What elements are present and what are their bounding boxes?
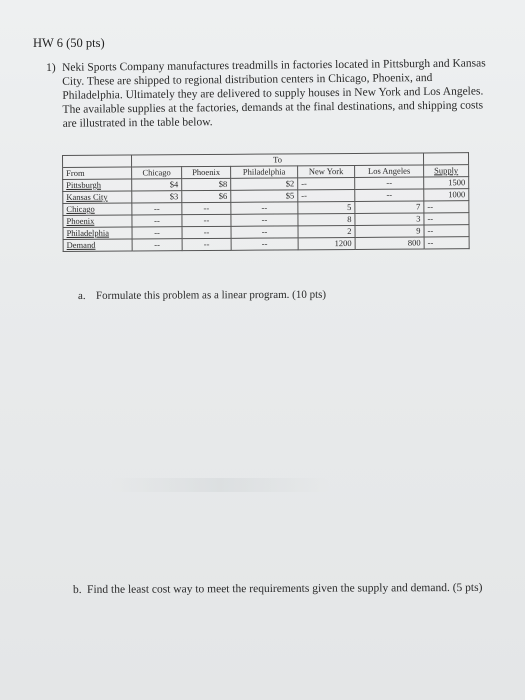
table-row-label: Pittsburgh [63, 179, 132, 191]
page-title: HW 6 (50 pts) [33, 36, 105, 50]
table-cell: $4 [132, 179, 182, 191]
question-b [73, 581, 503, 598]
table-cell: -- [231, 214, 298, 226]
shipping-cost-table [62, 152, 470, 252]
question-a [78, 289, 326, 302]
question-a-label: a. [78, 289, 86, 302]
table-cell: -- [355, 189, 424, 201]
table-cell: -- [424, 213, 469, 225]
question-b-text: Find the least cost way to meet the requirements given the supply and demand. (5 pts) [87, 581, 483, 596]
table-cell: -- [298, 177, 355, 189]
problem-number: 1) [46, 61, 56, 74]
table-row-label: Demand [63, 239, 132, 251]
problem-text: Neki Sports Company manufactures treadmills in factories located in Pittsburgh and Kansas City. These are shipped to regional distribution centers in Chicago, Phoenix, and Philadelphia. Ultimately they are delivered to supply houses in New York and Los Angeles. The available supplies at the factories, demands at the final destinations, and shipping costs are illustrated in the table below. [62, 57, 486, 130]
table-row [63, 237, 469, 252]
table-corner-cell [423, 153, 468, 165]
table-cell: -- [182, 226, 231, 238]
table-row-label: Philadelphia [63, 227, 132, 239]
faint-bleed-through-mark [110, 478, 330, 492]
table-header-cell: Philadelphia [231, 166, 298, 178]
table-header-cell: Los Angeles [355, 165, 424, 177]
table-cell: -- [231, 226, 298, 238]
table-cell: -- [182, 202, 231, 214]
table-cell: 5 [298, 201, 355, 213]
table-header-cell: From [63, 167, 132, 179]
table-cell: 2 [298, 225, 355, 237]
table-cell: -- [424, 201, 469, 213]
table-header-cell: Chicago [132, 167, 182, 179]
table-cell: 1200 [298, 237, 355, 249]
question-a-text: Formulate this problem as a linear program. (10 pts) [95, 288, 327, 302]
table-cell: -- [424, 225, 469, 237]
table-cell: -- [132, 239, 182, 251]
table-cell: -- [298, 189, 355, 201]
table-row-label: Chicago [63, 203, 132, 215]
table-row-label: Kansas City [63, 191, 132, 203]
table-cell: -- [231, 238, 298, 250]
table-corner-cell [63, 155, 132, 167]
table-row-label: Phoenix [63, 215, 132, 227]
table-cell: -- [424, 237, 469, 249]
table-cell: 3 [355, 213, 424, 225]
table-cell: $8 [182, 178, 231, 190]
table-cell: $6 [182, 190, 231, 202]
shipping-cost-table-wrapper [62, 152, 470, 252]
table-cell: -- [132, 227, 182, 239]
table-cell: -- [231, 202, 298, 214]
problem-statement [46, 56, 487, 131]
table-header-cell: Supply [424, 165, 469, 177]
table-cell: 7 [355, 201, 424, 213]
table-cell: -- [132, 215, 182, 227]
question-b-label: b. [73, 583, 82, 596]
table-cell: 1500 [424, 177, 469, 189]
table-cell: -- [355, 177, 424, 189]
table-cell: $5 [231, 190, 298, 202]
table-cell: 800 [355, 237, 424, 249]
table-cell: -- [182, 214, 231, 226]
table-cell: $3 [132, 191, 182, 203]
table-header-cell: New York [298, 165, 355, 177]
table-cell: 8 [298, 213, 355, 225]
table-cell: 9 [355, 225, 424, 237]
table-to-label: To [132, 153, 424, 167]
table-cell: -- [132, 203, 182, 215]
table-header-cell: Phoenix [182, 166, 231, 178]
table-cell: -- [182, 238, 231, 250]
table-cell: $2 [231, 178, 298, 190]
table-cell: 1000 [424, 189, 469, 201]
